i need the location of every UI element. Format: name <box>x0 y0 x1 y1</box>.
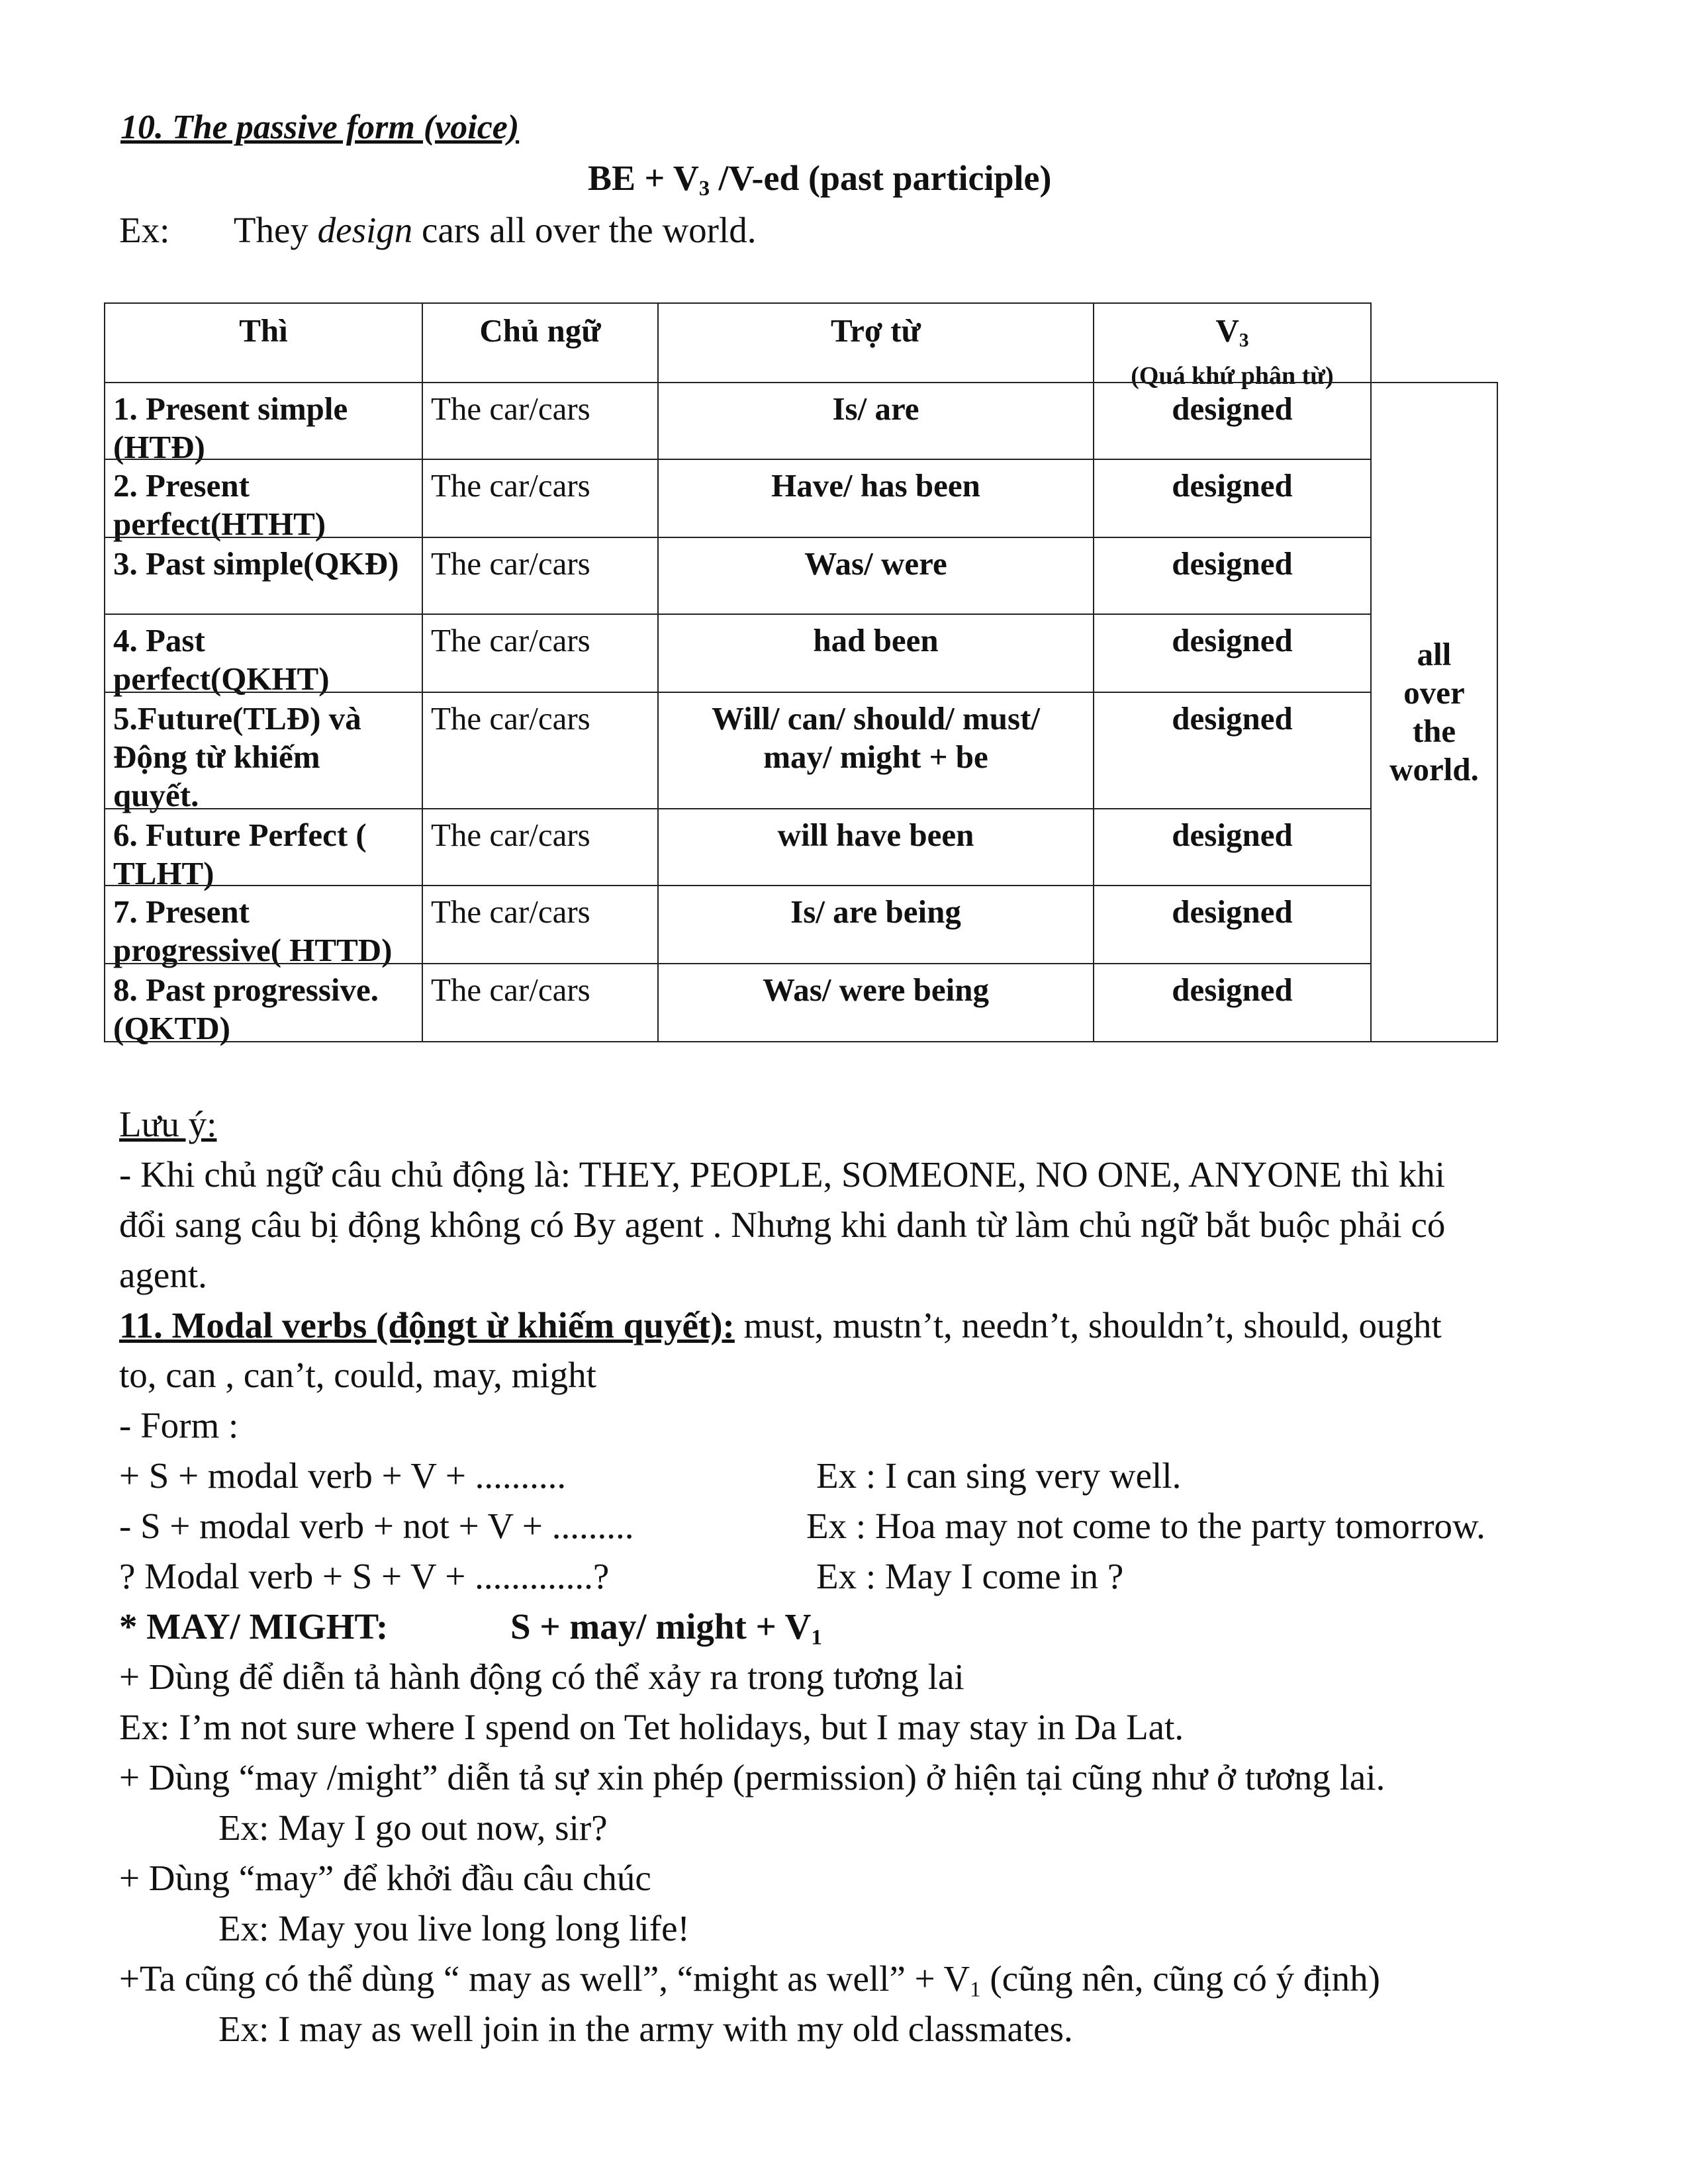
form-example-question: Ex : May I come in ? <box>816 1556 1124 1596</box>
form-label: - Form : <box>119 1405 239 1445</box>
table-row-verb: designed <box>1093 382 1372 460</box>
note-line: agent. <box>119 1255 207 1295</box>
note-line: đổi sang câu bị động không có By agent . Nhưng khi danh từ làm chủ ngữ bắt buộc phải có <box>119 1205 1446 1245</box>
formula-prefix: BE + V <box>588 158 699 198</box>
may-formula-text: S + may/ might + V <box>510 1606 812 1647</box>
form-pattern-affirmative: + S + modal verb + V + .......... <box>119 1455 567 1496</box>
may-formula <box>510 1606 822 1650</box>
table-row-aux: Is/ are being <box>657 885 1094 964</box>
use4-sub: 1 <box>970 1978 981 2002</box>
table-row-verb: designed <box>1093 885 1372 964</box>
modal-list-line1: must, mustn’t, needn’t, shouldn’t, should, ought <box>734 1305 1442 1345</box>
table-row-tense: 3. Past simple(QKĐ) <box>104 537 423 615</box>
header-v3-note: (Quá khứ phân từ) <box>1131 362 1334 390</box>
table-row-verb: designed <box>1093 692 1372 809</box>
use-example: Ex: I may as well join in the army with my old classmates. <box>218 2009 1073 2049</box>
table-row-subject: The car/cars <box>422 808 659 886</box>
header-v3-label: V <box>1215 312 1239 349</box>
table-row-tense: 1. Present simple (HTĐ) <box>104 382 423 460</box>
use4-post: (cũng nên, cũng có ý định) <box>980 1958 1380 1999</box>
table-row-subject: The car/cars <box>422 963 659 1042</box>
example-post: cars all over the world. <box>412 210 757 250</box>
use-line <box>119 1958 1380 2002</box>
use-line: + Dùng “may” để khởi đầu câu chúc <box>119 1858 651 1898</box>
header-v3-sub: 3 <box>1239 330 1249 351</box>
table-row-aux: Have/ has been <box>657 459 1094 538</box>
table-row-tense: 8. Past progressive.(QKTD) <box>104 963 423 1042</box>
table-row-aux: will have been <box>657 808 1094 886</box>
table-row-subject: The car/cars <box>422 614 659 693</box>
use-line: + Dùng để diễn tả hành động có thể xảy ra trong tương lai <box>119 1657 964 1697</box>
table-row-verb: designed <box>1093 808 1372 886</box>
table-row-verb: designed <box>1093 963 1372 1042</box>
table-row-aux: Was/ were <box>657 537 1094 615</box>
formula-subscript: 3 <box>698 177 710 201</box>
table-row-subject: The car/cars <box>422 459 659 538</box>
table-row-tense: 4. Past perfect(QKHT) <box>104 614 423 693</box>
table-row-subject: The car/cars <box>422 692 659 809</box>
example-label: Ex: <box>119 210 170 250</box>
may-heading: * MAY/ MIGHT: <box>119 1606 389 1647</box>
table-row-aux: Is/ are <box>657 382 1094 460</box>
example-verb: design <box>317 210 413 250</box>
may-formula-sub: 1 <box>811 1625 822 1650</box>
table-row-tense: 7. Present progressive( HTTD) <box>104 885 423 964</box>
form-pattern-question: ? Modal verb + S + V + .............? <box>119 1556 610 1596</box>
table-row-subject: The car/cars <box>422 885 659 964</box>
object-cell-all-over-the-world: all over the world. <box>1370 382 1498 1042</box>
header-auxiliary: Trợ từ <box>657 302 1094 383</box>
table-row-aux: had been <box>657 614 1094 693</box>
table-row-aux: Will/ can/ should/ must/ may/ might + be <box>657 692 1094 809</box>
passive-example <box>119 209 757 251</box>
header-subject: Chủ ngữ <box>422 302 659 383</box>
header-tense: Thì <box>104 302 423 383</box>
passive-formula <box>588 158 1051 201</box>
form-example-negative: Ex : Hoa may not come to the party tomorrow. <box>806 1506 1485 1546</box>
modal-section-heading <box>119 1304 1442 1346</box>
table-row-subject: The car/cars <box>422 382 659 460</box>
modal-list-line2: to, can , can’t, could, may, might <box>119 1355 596 1395</box>
use-example: Ex: May you live long long life! <box>218 1908 690 1948</box>
passive-section-title: 10. The passive form (voice) <box>120 109 520 146</box>
formula-suffix: /V-ed (past participle) <box>710 158 1052 198</box>
table-row-subject: The car/cars <box>422 537 659 615</box>
use-example: Ex: I’m not sure where I spend on Tet holidays, but I may stay in Da Lat. <box>119 1707 1184 1747</box>
table-row-verb: designed <box>1093 614 1372 693</box>
use-line: + Dùng “may /might” diễn tả sự xin phép (permission) ở hiện tại cũng như ở tương lai. <box>119 1757 1385 1797</box>
use-example: Ex: May I go out now, sir? <box>218 1807 608 1848</box>
header-v3 <box>1093 302 1372 390</box>
table-row-verb: designed <box>1093 459 1372 538</box>
note-label: Lưu ý: <box>119 1104 217 1144</box>
table-row-tense: 5.Future(TLĐ) và Động từ khiếm quyết. <box>104 692 423 809</box>
use4-pre: +Ta cũng có thể dùng “ may as well”, “might as well” + V <box>119 1958 970 1999</box>
note-line: - Khi chủ ngữ câu chủ động là: THEY, PEOPLE, SOMEONE, NO ONE, ANYONE thì khi <box>119 1154 1446 1195</box>
table-row-verb: designed <box>1093 537 1372 615</box>
form-pattern-negative: - S + modal verb + not + V + ......... <box>119 1506 634 1546</box>
example-pre: They <box>233 210 318 250</box>
table-row-tense: 6. Future Perfect ( TLHT) <box>104 808 423 886</box>
form-example-affirmative: Ex : I can sing very well. <box>816 1455 1182 1496</box>
table-row-aux: Was/ were being <box>657 963 1094 1042</box>
modal-section-title: 11. Modal verbs (độngt ừ khiếm quyết): <box>119 1305 735 1345</box>
table-row-tense: 2. Present perfect(HTHT) <box>104 459 423 538</box>
